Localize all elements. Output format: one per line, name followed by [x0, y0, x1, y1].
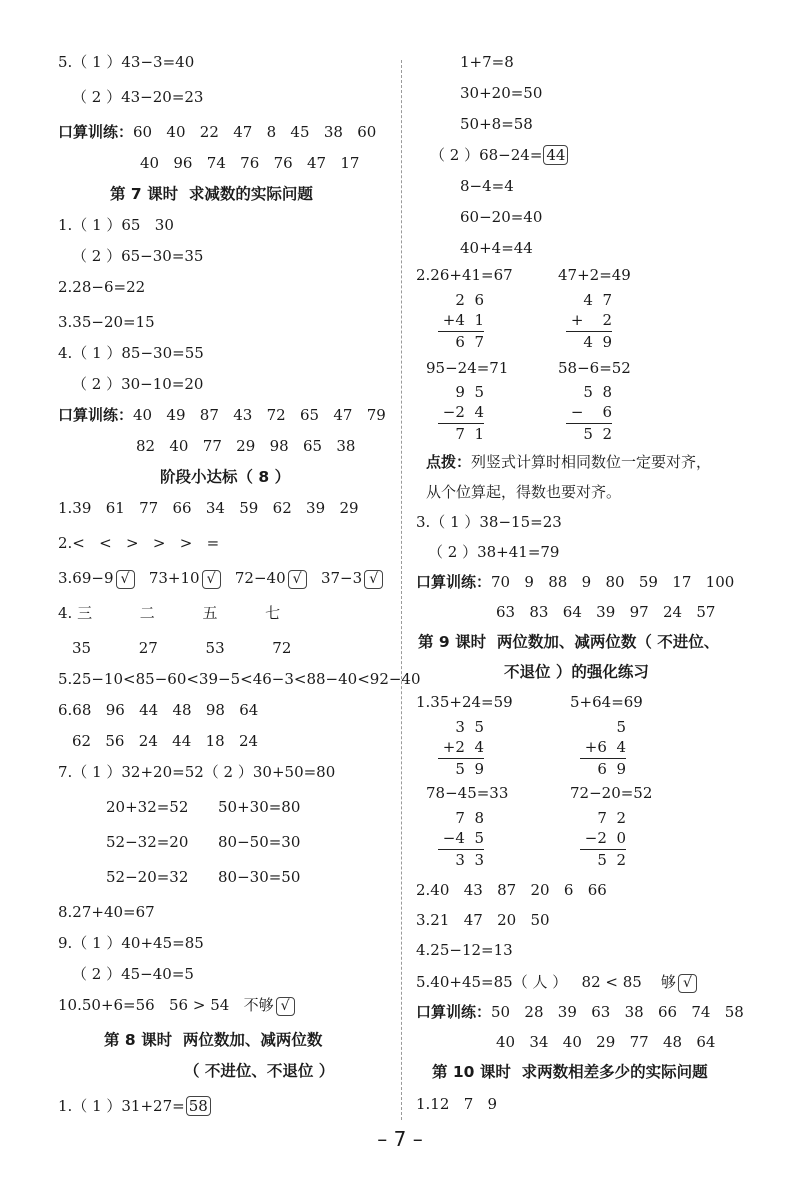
lesson-10-title: 第 10 课时 求两数相差多少的实际问题	[432, 1063, 708, 1081]
vc-row: 5 2	[583, 425, 612, 443]
oral-row: 50 28 39 63 38 66 74 58	[491, 1003, 744, 1021]
oral-label: 口算训练：	[416, 1003, 492, 1021]
stage-q7-r4a: 52−20=32	[106, 868, 189, 886]
q2-b-eq: 47+2=49	[558, 266, 631, 284]
r-line: 60−20=40	[460, 208, 543, 226]
expr: 73+10	[148, 569, 200, 587]
stage-q4-row2: 35 27 53 72	[72, 639, 292, 657]
tip-label: 点拨：	[426, 453, 472, 471]
oral-row: 82 40 77 29 98 65 38	[136, 437, 356, 455]
l7-q4-1: 4.（ 1 ）85−30=55	[58, 344, 204, 362]
l9-q3: 3.21 47 20 50	[416, 911, 550, 929]
l9-q5	[416, 972, 697, 993]
expr: 3.69−9	[58, 569, 114, 587]
stage-q4-row1: 4. 三 二 五 七	[58, 604, 281, 622]
oral-label: 口算训练：	[58, 123, 134, 141]
lesson-9-title-1: 第 9 课时 两位数加、减两位数（ 不进位、	[418, 633, 720, 651]
l8-q1-1	[58, 1096, 211, 1116]
vc-row: + 2	[570, 311, 612, 329]
vc-row: 5 8	[583, 383, 612, 401]
l7-q1-1: 1.（ 1 ）65 30	[58, 216, 174, 234]
lesson-7-title: 第 7 课时 求减数的实际问题	[110, 185, 313, 203]
stage-q7-r3a: 52−32=20	[106, 833, 189, 851]
r-q3-2: （ 2 ）38+41=79	[428, 543, 560, 561]
column-divider	[401, 60, 402, 1120]
l10-q1: 1.12 7 9	[416, 1095, 498, 1113]
l7-q1-2: （ 2 ）65−30=35	[72, 247, 204, 265]
oral-row: 40 49 87 43 72 65 47 79	[133, 406, 386, 424]
vc-row: +4 1	[442, 311, 484, 329]
vertical-calc	[552, 382, 612, 444]
stage-q5: 5.25−10<85−60<39−5<46−3<88−40<92−40	[58, 670, 421, 688]
lesson-9-title-2: 不退位 ）的强化练习	[504, 663, 649, 681]
stage-q7-r2b: 50+30=80	[218, 798, 301, 816]
oral-row: 40 96 74 76 76 47 17	[140, 154, 360, 172]
vc-row: 6 7	[455, 333, 484, 351]
r-line: 8−4=4	[460, 177, 514, 195]
vertical-calc	[566, 717, 626, 779]
r-line: 1+7=8	[460, 53, 514, 71]
oral-training-1	[58, 122, 376, 142]
oral-training-2	[58, 405, 386, 425]
oral-label: 口算训练：	[58, 406, 134, 424]
check-icon: √	[678, 974, 697, 993]
vc-row: 4 9	[583, 333, 612, 351]
l7-q3: 3.35−20=15	[58, 313, 155, 331]
vc-row: 3 5	[455, 718, 484, 736]
check-icon: √	[364, 570, 383, 589]
vc-row: 3 3	[455, 851, 484, 869]
expr: 10.50+6=56 56 > 54 不够	[58, 996, 274, 1014]
expr: 5.40+45=85（ 人 ） 82 < 85 够	[416, 973, 676, 991]
vertical-calc	[566, 808, 626, 870]
stage-q2: 2.< < > > > =	[58, 534, 220, 552]
vc-row: 5 9	[455, 760, 484, 778]
stage-title: 阶段小达标（ 8 ）	[160, 468, 291, 486]
q2-d-eq: 58−6=52	[558, 359, 631, 377]
stage-q8: 8.27+40=67	[58, 903, 155, 921]
stage-q7-r2a: 20+32=52	[106, 798, 189, 816]
stage-q9-2: （ 2 ）45−40=5	[72, 965, 194, 983]
stage-q7-r4b: 80−30=50	[218, 868, 301, 886]
answer-box: 44	[543, 145, 568, 165]
oral-row: 63 83 64 39 97 24 57	[496, 603, 716, 621]
tip	[426, 452, 711, 472]
stage-q10	[58, 995, 295, 1016]
vertical-calc	[424, 717, 484, 779]
check-icon: √	[288, 570, 307, 589]
l9-q1-d-eq: 72−20=52	[570, 784, 653, 802]
stage-q7-r3b: 80−50=30	[218, 833, 301, 851]
l9-q2: 2.40 43 87 20 6 66	[416, 881, 607, 899]
vertical-calc	[424, 290, 484, 352]
tip-text-2: 从个位算起，得数也要对齐。	[426, 483, 622, 501]
oral-row: 60 40 22 47 8 45 38 60	[133, 123, 377, 141]
vc-row: 7 8	[455, 809, 484, 827]
vc-row: −2 0	[584, 829, 626, 847]
stage-q1: 1.39 61 77 66 34 59 62 39 29	[58, 499, 359, 517]
oral-row: 70 9 88 9 80 59 17 100	[491, 573, 735, 591]
vc-row: +6 4	[584, 738, 626, 756]
vc-row: 5 2	[597, 851, 626, 869]
vc-row: 9 5	[455, 383, 484, 401]
vc-row: 5	[616, 718, 626, 736]
oral-label: 口算训练：	[416, 573, 492, 591]
stage-q3	[58, 568, 383, 589]
vertical-calc	[552, 290, 612, 352]
vc-row: −4 5	[442, 829, 484, 847]
q2-a-eq: 2.26+41=67	[416, 266, 513, 284]
oral-training-3	[416, 572, 734, 592]
vc-row: +2 4	[442, 738, 484, 756]
left-q5-1: 5.（ 1 ）43−3=40	[58, 53, 195, 71]
l7-q4-2: （ 2 ）30−10=20	[72, 375, 204, 393]
vc-row: 6 9	[597, 760, 626, 778]
left-q5-2: （ 2 ）43−20=23	[72, 88, 204, 106]
vc-row: 2 6	[455, 291, 484, 309]
expr: 37−3	[320, 569, 363, 587]
check-icon: √	[116, 570, 135, 589]
vc-row: 7 2	[597, 809, 626, 827]
page-number: – 7 –	[377, 1127, 423, 1151]
r-line: 40+4=44	[460, 239, 533, 257]
oral-row: 40 34 40 29 77 48 64	[496, 1033, 716, 1051]
expr: 72−40	[234, 569, 286, 587]
stage-q6-row1: 6.68 96 44 48 98 64	[58, 701, 259, 719]
check-icon: √	[276, 997, 295, 1016]
check-icon: √	[202, 570, 221, 589]
stage-q7-r1: 7.（ 1 ）32+20=52（ 2 ）30+50=80	[58, 763, 336, 781]
l9-q1-b-eq: 5+64=69	[570, 693, 643, 711]
oral-training-4	[416, 1002, 744, 1022]
expr: （ 2 ）68−24=	[430, 146, 543, 164]
lesson-8-title-2: （ 不进位、不退位 ）	[184, 1062, 335, 1080]
tip-text: 列竖式计算时相同数位一定要对齐，	[471, 453, 712, 471]
r-q1-2	[430, 145, 568, 165]
vc-row: −2 4	[442, 403, 484, 421]
q2-c-eq: 95−24=71	[426, 359, 509, 377]
vc-row: − 6	[570, 403, 612, 421]
l7-q2: 2.28−6=22	[58, 278, 146, 296]
r-line: 30+20=50	[460, 84, 543, 102]
r-line: 50+8=58	[460, 115, 533, 133]
l9-q1-c-eq: 78−45=33	[426, 784, 509, 802]
expr: 1.（ 1 ）31+27=	[58, 1097, 185, 1115]
r-q3-1: 3.（ 1 ）38−15=23	[416, 513, 562, 531]
stage-q9-1: 9.（ 1 ）40+45=85	[58, 934, 204, 952]
vertical-calc	[424, 382, 484, 444]
l9-q4: 4.25−12=13	[416, 941, 513, 959]
stage-q6-row2: 62 56 24 44 18 24	[72, 732, 259, 750]
l9-q1-a-eq: 1.35+24=59	[416, 693, 513, 711]
vertical-calc	[424, 808, 484, 870]
vc-row: 7 1	[455, 425, 484, 443]
vc-row: 4 7	[583, 291, 612, 309]
answer-box: 58	[186, 1096, 211, 1116]
lesson-8-title-1: 第 8 课时 两位数加、减两位数	[104, 1031, 323, 1049]
